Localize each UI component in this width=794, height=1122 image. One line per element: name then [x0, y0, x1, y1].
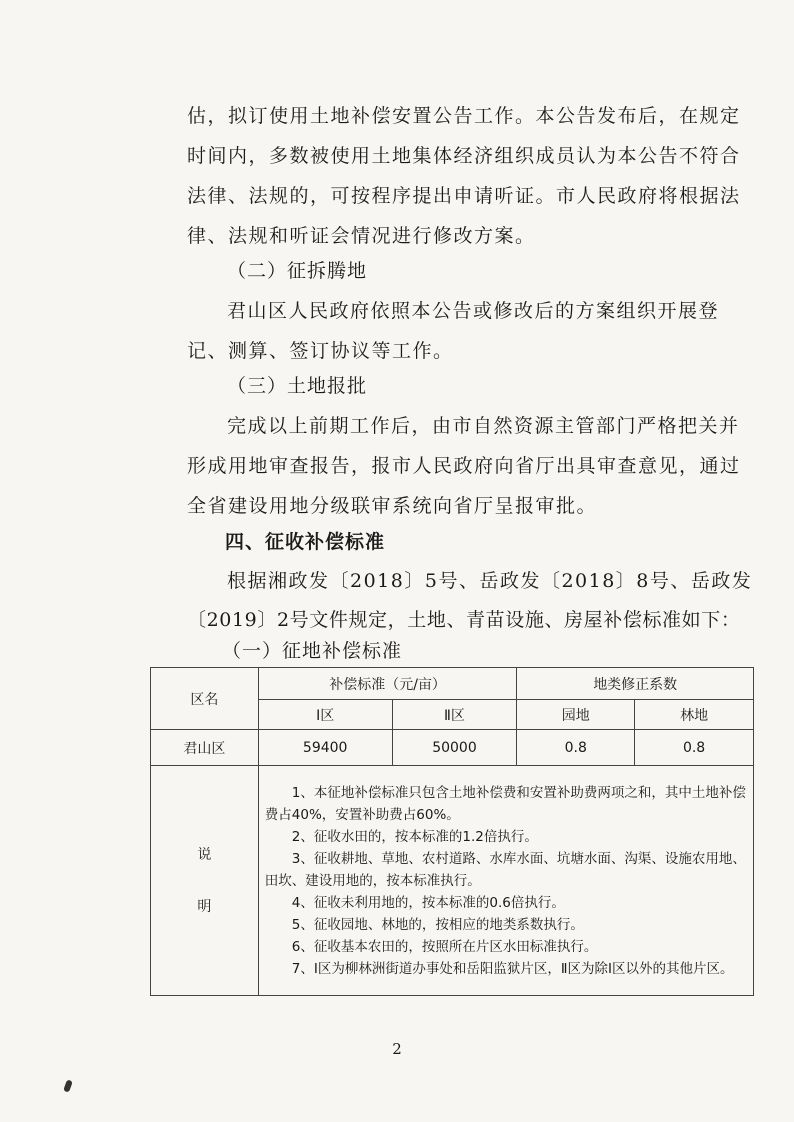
paragraph-line: 全省建设用地分级联审系统向省厅呈报审批。 — [187, 495, 598, 517]
page-number: 2 — [392, 1040, 402, 1058]
subheading-table: （一）征地补偿标准 — [222, 640, 403, 662]
subheading-3: （三）土地报批 — [227, 375, 368, 397]
cell-district-name: 君山区 — [151, 730, 259, 766]
notes-label-char-1: 说 — [197, 846, 212, 863]
note-item: 7、Ⅰ区为柳林洲街道办事处和岳阳监狱片区，Ⅱ区为除Ⅰ区以外的其他片区。 — [291, 960, 734, 977]
paragraph-line: 〔2019〕2号文件规定，土地、青苗设施、房屋补偿标准如下： — [187, 609, 741, 631]
header-standard: 补偿标准（元/亩） — [258, 668, 517, 700]
paragraph-line: 形成用地审查报告，报市人民政府向省厅出具审查意见，通过 — [187, 455, 741, 477]
header-zone2: Ⅱ区 — [392, 700, 517, 730]
notes-content — [258, 766, 753, 996]
header-factor: 地类修正系数 — [517, 668, 754, 700]
notes-label — [151, 766, 259, 996]
note-item: 4、征收未利用地的，按本标准的0.6倍执行。 — [291, 894, 565, 911]
header-garden: 园地 — [517, 700, 635, 730]
note-item: 3、征收耕地、草地、农村道路、水库水面、坑塘水面、沟渠、设施农用地、田坎、建设用地的，按本标准执行。 — [264, 850, 746, 889]
header-forest: 林地 — [635, 700, 754, 730]
cell-garden-factor: 0.8 — [517, 730, 635, 766]
section-heading: 四、征收补偿标准 — [225, 531, 386, 553]
paragraph-line: 时间内，多数被使用土地集体经济组织成员认为本公告不符合 — [187, 145, 741, 167]
paragraph-line: 律、法规和听证会情况进行修改方案。 — [187, 225, 536, 247]
paragraph-line: 根据湘政发〔2018〕5号、岳政发〔2018〕8号、岳政发 — [227, 570, 753, 592]
note-item: 5、征收园地、林地的，按相应的地类系数执行。 — [291, 916, 584, 933]
compensation-table — [150, 667, 754, 996]
paragraph-line: 估，拟订使用土地补偿安置公告工作。本公告发布后，在规定 — [187, 105, 741, 127]
subheading-2: （二）征拆腾地 — [227, 260, 368, 282]
notes-label-char-2: 明 — [197, 898, 212, 915]
cell-zone1-value: 59400 — [258, 730, 392, 766]
cell-zone2-value: 50000 — [392, 730, 517, 766]
paragraph-line: 完成以上前期工作后，由市自然资源主管部门严格把关并 — [227, 415, 740, 437]
paragraph-line: 君山区人民政府依照本公告或修改后的方案组织开展登 — [227, 300, 720, 322]
paragraph-line: 记、测算、签订协议等工作。 — [187, 340, 454, 362]
note-item: 1、本征地补偿标准只包含土地补偿费和安置补助费两项之和，其中土地补偿费占40%，安置补助费占60%。 — [264, 784, 746, 823]
paragraph-line: 法律、法规的，可按程序提出申请听证。市人民政府将根据法 — [187, 185, 741, 207]
note-item: 2、征收水田的，按本标准的1.2倍执行。 — [291, 828, 538, 845]
note-item: 6、征收基本农田的，按照所在片区水田标准执行。 — [291, 938, 598, 955]
scan-mark — [63, 1079, 73, 1092]
cell-forest-factor: 0.8 — [635, 730, 754, 766]
header-zone1: Ⅰ区 — [258, 700, 392, 730]
header-district: 区名 — [151, 668, 259, 730]
